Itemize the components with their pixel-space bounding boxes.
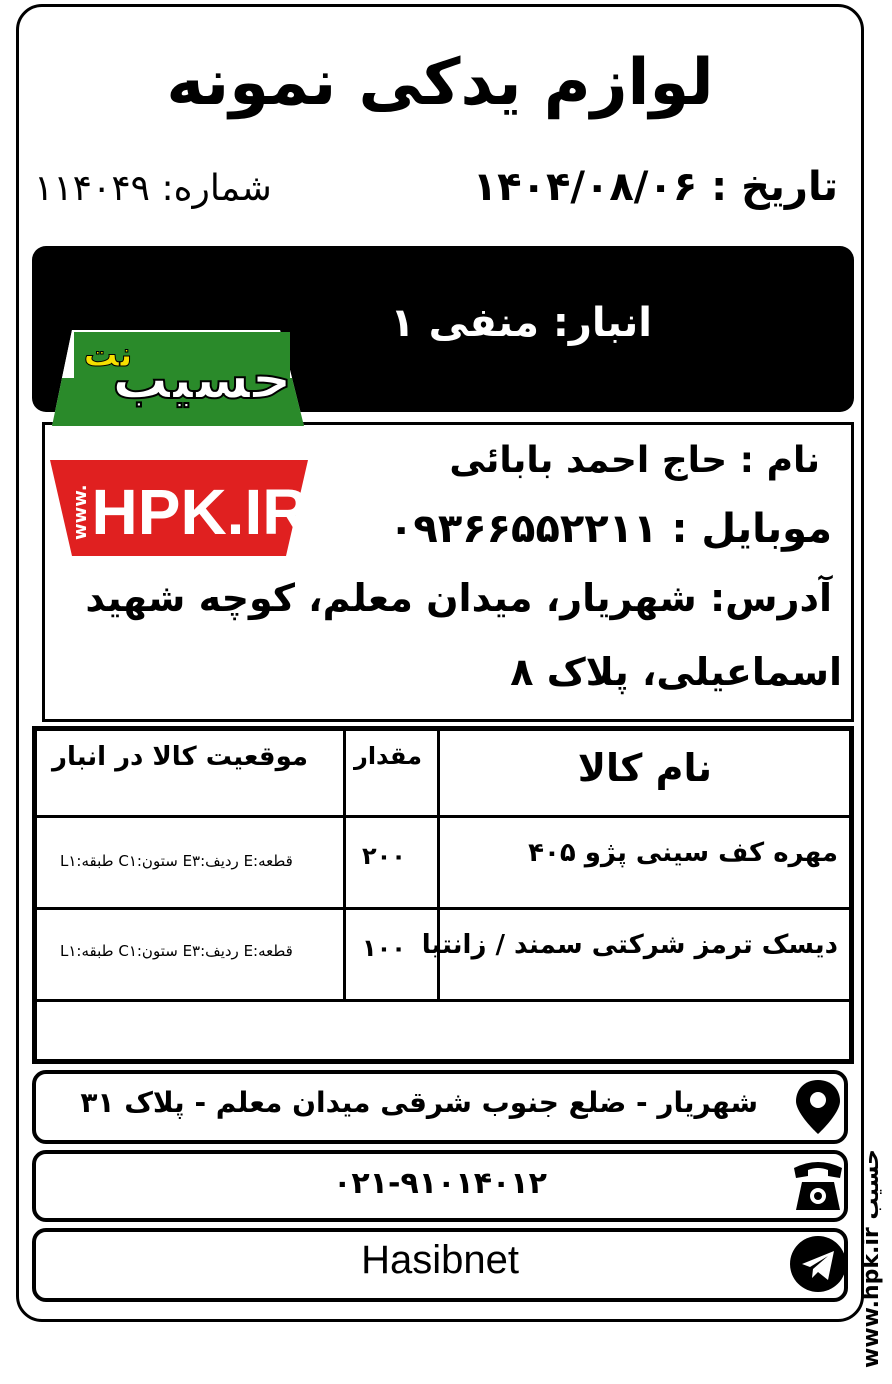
row1-location: قطعه:E ردیف:E۳ ستون:C۱ طبقه:L۱ (60, 852, 293, 870)
brand-logo-text: حسیب (112, 347, 292, 412)
header-location: موقعیت کالا در انبار (52, 742, 308, 772)
customer-name: نام : حاج احمد بابائی (449, 440, 820, 481)
items-table (32, 726, 854, 1064)
row2-quantity: ۱۰۰ (362, 934, 406, 962)
site-logo-text: HPK.IR (91, 476, 308, 548)
shop-title: لوازم یدکی نمونه (166, 46, 714, 120)
brand-logo-net: نت (83, 335, 133, 375)
header-quantity: مقدار (354, 742, 423, 770)
footer-phone: ۰۲۱-۹۱۰۱۴۰۱۲ (333, 1166, 547, 1201)
customer-mobile: موبایل : ۰۹۳۶۶۵۵۲۲۱۱ (388, 506, 832, 552)
invoice-number: شماره: ۱۱۴۰۴۹ (34, 168, 272, 209)
row2-product: دیسک ترمز شرکتی سمند / زانتیا (421, 930, 838, 960)
footer-handle-box (32, 1228, 848, 1302)
row2-location: قطعه:E ردیف:E۳ ستون:C۱ طبقه:L۱ (60, 942, 293, 960)
side-brand-text: www.hpk.ir حسیب (859, 1149, 884, 1368)
row1-product: مهره کف سینی پژو ۴۰۵ (528, 838, 838, 868)
table-col-divider (343, 731, 346, 999)
telephone-icon (788, 1154, 848, 1214)
customer-address-line1: آدرس: شهریار، میدان معلم، کوچه شهید (85, 576, 832, 620)
footer-address-box (32, 1070, 848, 1144)
site-logo-prefix: www. (70, 484, 91, 540)
warehouse-label: انبار: منفی ۱ (390, 300, 652, 346)
footer-address: شهریار - ضلع جنوب شرقی میدان معلم - پلاک ۳۱ (80, 1086, 758, 1119)
telegram-icon (788, 1234, 848, 1294)
header-product: نام کالا (577, 746, 712, 790)
table-row-divider (37, 999, 849, 1002)
row1-quantity: ۲۰۰ (362, 842, 406, 870)
site-logo (50, 460, 308, 556)
table-row-divider (37, 907, 849, 910)
table-row-divider (37, 815, 849, 818)
footer-phone-box (32, 1150, 848, 1222)
customer-address-line2: اسماعیلی، پلاک ۸ (510, 650, 842, 694)
invoice-date: تاریخ : ۱۴۰۴/۰۸/۰۶ (472, 164, 838, 210)
brand-logo (52, 330, 304, 426)
location-pin-icon (788, 1076, 848, 1136)
side-brand-watermark (852, 1076, 888, 1372)
footer-handle: Hasibnet (361, 1238, 519, 1282)
